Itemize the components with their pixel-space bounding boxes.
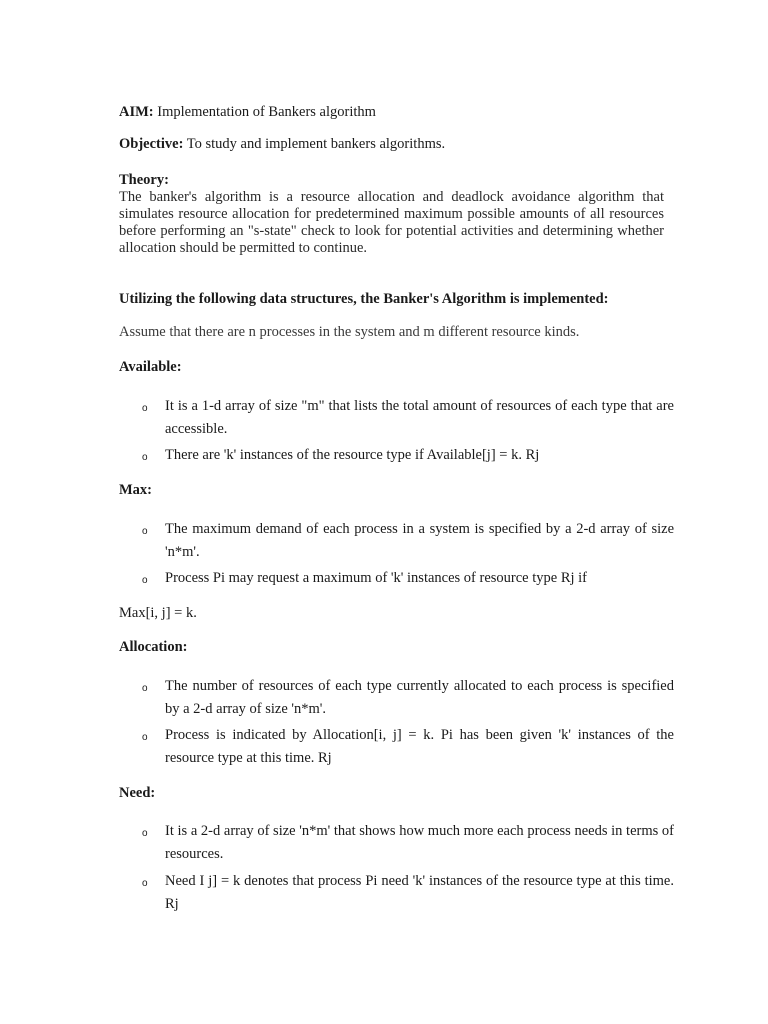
allocation-item-2: Process is indicated by Allocation[i, j] = k. Pi has been given 'k' instances of the resource type at this time. Rj <box>165 727 674 766</box>
max-item-2: Process Pi may request a maximum of 'k' instances of resource type Rj if <box>165 570 588 586</box>
need-item-1: It is a 2-d array of size 'n*m' that shows how much more each process needs in terms of resources. <box>165 823 674 862</box>
theory-body: The banker's algorithm is a resource allocation and deadlock avoidance algorithm that simulates resource allocation for predetermined maximum possible amounts of all resources before performing an "s-state" check to look for potential activities and determining whether allocation should be permitted to continue. <box>119 189 664 256</box>
allocation-item-1: The number of resources of each type currently allocated to each process is specified by a 2-d array of size 'n*m'. <box>165 678 674 717</box>
bullet-marker: o <box>142 575 148 586</box>
aim-label: AIM: <box>119 104 154 120</box>
bullet-marker: o <box>142 878 148 889</box>
max-trailing-text: Max[i, j] = k. <box>119 605 197 621</box>
bullet-marker: o <box>142 452 148 463</box>
objective-text: To study and implement bankers algorithms. <box>183 136 446 152</box>
available-heading: Available: <box>119 359 182 375</box>
available-item-1: It is a 1-d array of size "m" that lists the total amount of resources of each type that are accessible. <box>165 398 674 437</box>
assumption-text: Assume that there are n processes in the system and m different resource kinds. <box>119 324 580 340</box>
bullet-marker: o <box>142 403 148 414</box>
aim-text: Implementation of Bankers algorithm <box>153 104 376 120</box>
allocation-heading: Allocation: <box>119 639 188 655</box>
bullet-marker: o <box>142 828 148 839</box>
bullet-marker: o <box>142 732 148 743</box>
bullet-marker: o <box>142 526 148 537</box>
objective-line <box>119 136 445 153</box>
objective-label: Objective: <box>119 136 184 152</box>
need-heading: Need: <box>119 785 156 801</box>
theory-heading: Theory: <box>119 172 169 188</box>
need-item-2: Need I j] = k denotes that process Pi need 'k' instances of the resource type at this time. Rj <box>165 873 674 912</box>
available-item-2: There are 'k' instances of the resource type if Available[j] = k. Rj <box>165 447 540 463</box>
max-heading: Max: <box>119 482 153 498</box>
data-structures-heading: Utilizing the following data structures, the Banker's Algorithm is implemented: <box>119 291 609 307</box>
bullet-marker: o <box>142 683 148 694</box>
max-item-1: The maximum demand of each process in a system is specified by a 2-d array of size 'n*m'. <box>165 521 674 560</box>
aim-line <box>119 104 376 121</box>
